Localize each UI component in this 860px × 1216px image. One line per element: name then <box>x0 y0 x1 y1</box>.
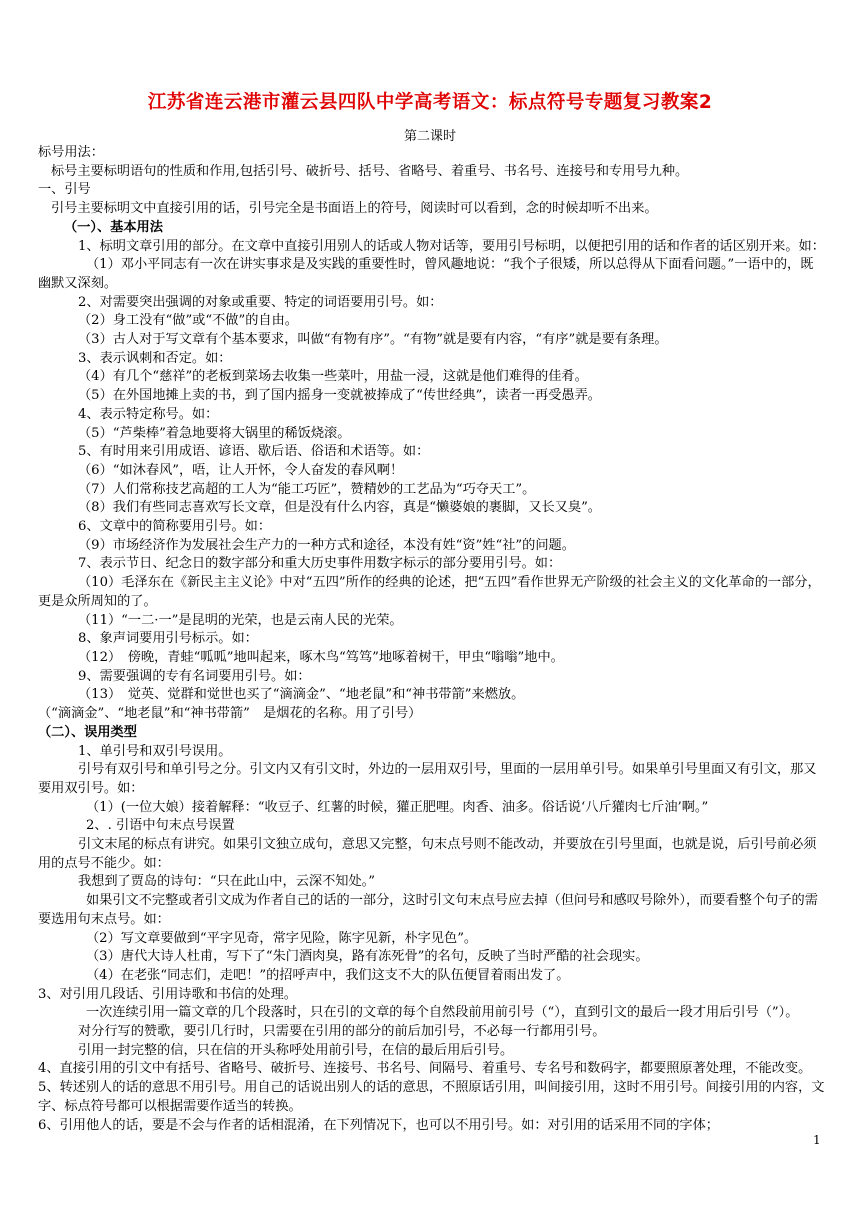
paragraph: 3、对引用几段话、引用诗歌和书信的处理。 <box>38 986 297 1002</box>
paragraph: 引号有双引号和单引号之分。引文内又有引文时，外边的一层用双引号，里面的一层用单引号。如果单引号里面又有引文，那又要用双引号。如： <box>38 762 817 796</box>
paragraph: 7、表示节日、纪念日的数字部分和重大历史事件用数字标示的部分要用引号。如： <box>78 556 562 572</box>
document-title: 江苏省连云港市灌云县四队中学高考语文：标点符号专题复习教案2 <box>147 92 713 113</box>
paragraph: 引号主要标明文中直接引用的话，引号完全是书面语上的符号，阅读时可以看到，念的时候却听不出来。 <box>51 201 658 217</box>
example: （7）人们常称技艺高超的工人为“能工巧匠”，赞精妙的工艺品为“巧夺天工”。 <box>78 481 536 497</box>
paragraph: 4、直接引用的引文中有括号、省略号、破折号、连接号、书名号、间隔号、着重号、专名号和数码字，都要照原著处理，不能改变。 <box>38 1061 812 1077</box>
example: （1）(一位大娘）接着解释：“收豆子、红薯的时候，獾正肥哩。肉香、油多。俗话说‘八斤獾肉七斤油’啊。” <box>86 799 709 815</box>
example: （11）“一二·一”是昆明的光荣，也是云南人民的光荣。 <box>78 612 403 628</box>
paragraph: 标号主要标明语句的性质和作用,包括引号、破折号、括号、省略号、着重号、书名号、连接号和专用号九种。 <box>51 163 689 179</box>
example: （5）“芦柴棒”着急地要将大锅里的稀饭烧滚。 <box>78 425 351 441</box>
example: （3）古人对于写文章有个基本要求，叫做“有物有序”。“有物”就是要有内容，“有序”就是要有条理。 <box>78 332 668 348</box>
paragraph: 1、标明文章引用的部分。在文章中直接引用别人的话或人物对话等，要用引号标明，以便把引用的话和作者的话区别开来。如： <box>78 238 825 254</box>
example: （3）唐代大诗人杜甫，写下了“朱门酒肉臭，路有冻死骨”的名句，反映了当时严酷的社会现实。 <box>86 949 649 965</box>
paragraph: 一次连续引用一篇文章的几个段落时，只在引的文章的每个自然段前用前引号（“），直到引文的最后一段才用后引号（”）。 <box>86 1005 799 1021</box>
paragraph: 2、. 引语中句末点号误置 <box>86 818 235 834</box>
example: （2）写文章要做到“平字见奇，常字见险，陈字见新，朴字见色”。 <box>86 930 478 946</box>
paragraph: 2、对需要突出强调的对象或重要、特定的词语要用引号。如： <box>78 294 443 310</box>
example: （2）身工没有“做”或“不做”的自由。 <box>78 313 298 329</box>
paragraph: 8、象声词要用引号标示。如： <box>78 631 258 647</box>
paragraph: 引用一封完整的信，只在信的开头称呼处用前引号，在信的最后用后引号。 <box>78 1042 514 1058</box>
example: （4）有几个“慈祥”的老板到菜场去收集一些菜叶，用盐一浸，这就是他们难得的佳肴。 <box>78 369 588 385</box>
note: （“滴滴金”、“地老鼠”和“神书带箭” 是烟花的名称。用了引号） <box>38 706 422 722</box>
paragraph: 5、有时用来引用成语、谚语、歇后语、俗语和术语等。如： <box>78 444 430 460</box>
paragraph: 引文末尾的标点有讲究。如果引文独立成句，意思又完整，句末点号则不能改动，并要放在引号里面，也就是说，后引号前必须用的点号不能少。如： <box>38 837 817 871</box>
paragraph: 标号用法： <box>38 145 104 160</box>
example: 我想到了贾岛的诗句：“只在此山中，云深不知处。” <box>78 874 376 890</box>
paragraph: 9、需要强调的专有名词要用引号。如： <box>78 668 311 684</box>
example: （6）“如沐春风”，唔，让人开怀，令人奋发的春风啊！ <box>78 462 404 478</box>
page-number: 1 <box>813 1133 821 1147</box>
paragraph: 1、单引号和双引号误用。 <box>78 743 232 759</box>
subsection-heading: （一）、基本用法 <box>64 219 163 235</box>
subsection-heading: （二）、误用类型 <box>38 724 137 740</box>
paragraph: 4、表示特定称号。如： <box>78 406 219 422</box>
lesson-subtitle: 第二课时 <box>403 129 456 144</box>
example: （10）毛泽东在《新民主主义论》中对“五四”所作的经典的论述，把“五四”看作世界无产阶级的社会主义的文化革命的一部分，更是众所周知的了。 <box>38 575 821 609</box>
example: （5）在外国地摊上卖的书，到了国内摇身一变就被捧成了“传世经典”，读者一再受愚弄。 <box>78 388 601 404</box>
paragraph: 对分行写的赞歌，要引几行时，只需要在引用的部分的前后加引号，不必每一行都用引号。 <box>78 1024 606 1040</box>
document-body <box>38 144 825 1135</box>
paragraph: 如果引文不完整或者引文成为作者自己的话的一部分，这时引文句末点号应去掉（但问号和感叹号除外），而要看整个句子的需要选用句末点号。如： <box>38 893 818 927</box>
example: （8）我们有些同志喜欢写长文章，但是没有什么内容，真是“懒婆娘的裹脚，又长又臭”。 <box>78 500 601 516</box>
paragraph: 6、引用他人的话，要是不会与作者的话相混淆，在下列情况下，也可以不用引号。如：对引用的话采用不同的字体； <box>38 1117 719 1133</box>
paragraph: 6、文章中的简称要用引号。如： <box>78 519 272 535</box>
paragraph: 5、转述别人的话的意思不用引号。用自己的话说出别人的话的意思，不照原话引用，叫间接引用，这时不用引号。间接引用的内容，文字、标点符号都可以根据需要作适当的转换。 <box>38 1080 825 1114</box>
example: （13） 觉英、觉群和觉世也买了“滴滴金”、“地老鼠”和“神书带箭”来燃放。 <box>78 687 525 703</box>
example: （12） 傍晚，青蛙“呱呱”地叫起来，啄木鸟“笃笃”地啄着树干，甲虫“嗡嗡”地中。 <box>78 649 564 665</box>
example: （4）在老张“同志们，走吧！”的招呼声中，我们这支不大的队伍便冒着雨出发了。 <box>86 967 570 983</box>
example: （1）邓小平同志有一次在讲实事求是及实践的重要性时，曾风趣地说：“我个子很矮，所以总得从下面看问题。”一语中的，既幽默又深刻。 <box>38 257 814 291</box>
section-heading: 一、引号 <box>38 182 91 198</box>
example: （9）市场经济作为发展社会生产力的一种方式和途径，本没有姓“资”姓“社”的问题。 <box>78 537 575 553</box>
paragraph: 3、表示讽刺和否定。如： <box>78 350 232 366</box>
